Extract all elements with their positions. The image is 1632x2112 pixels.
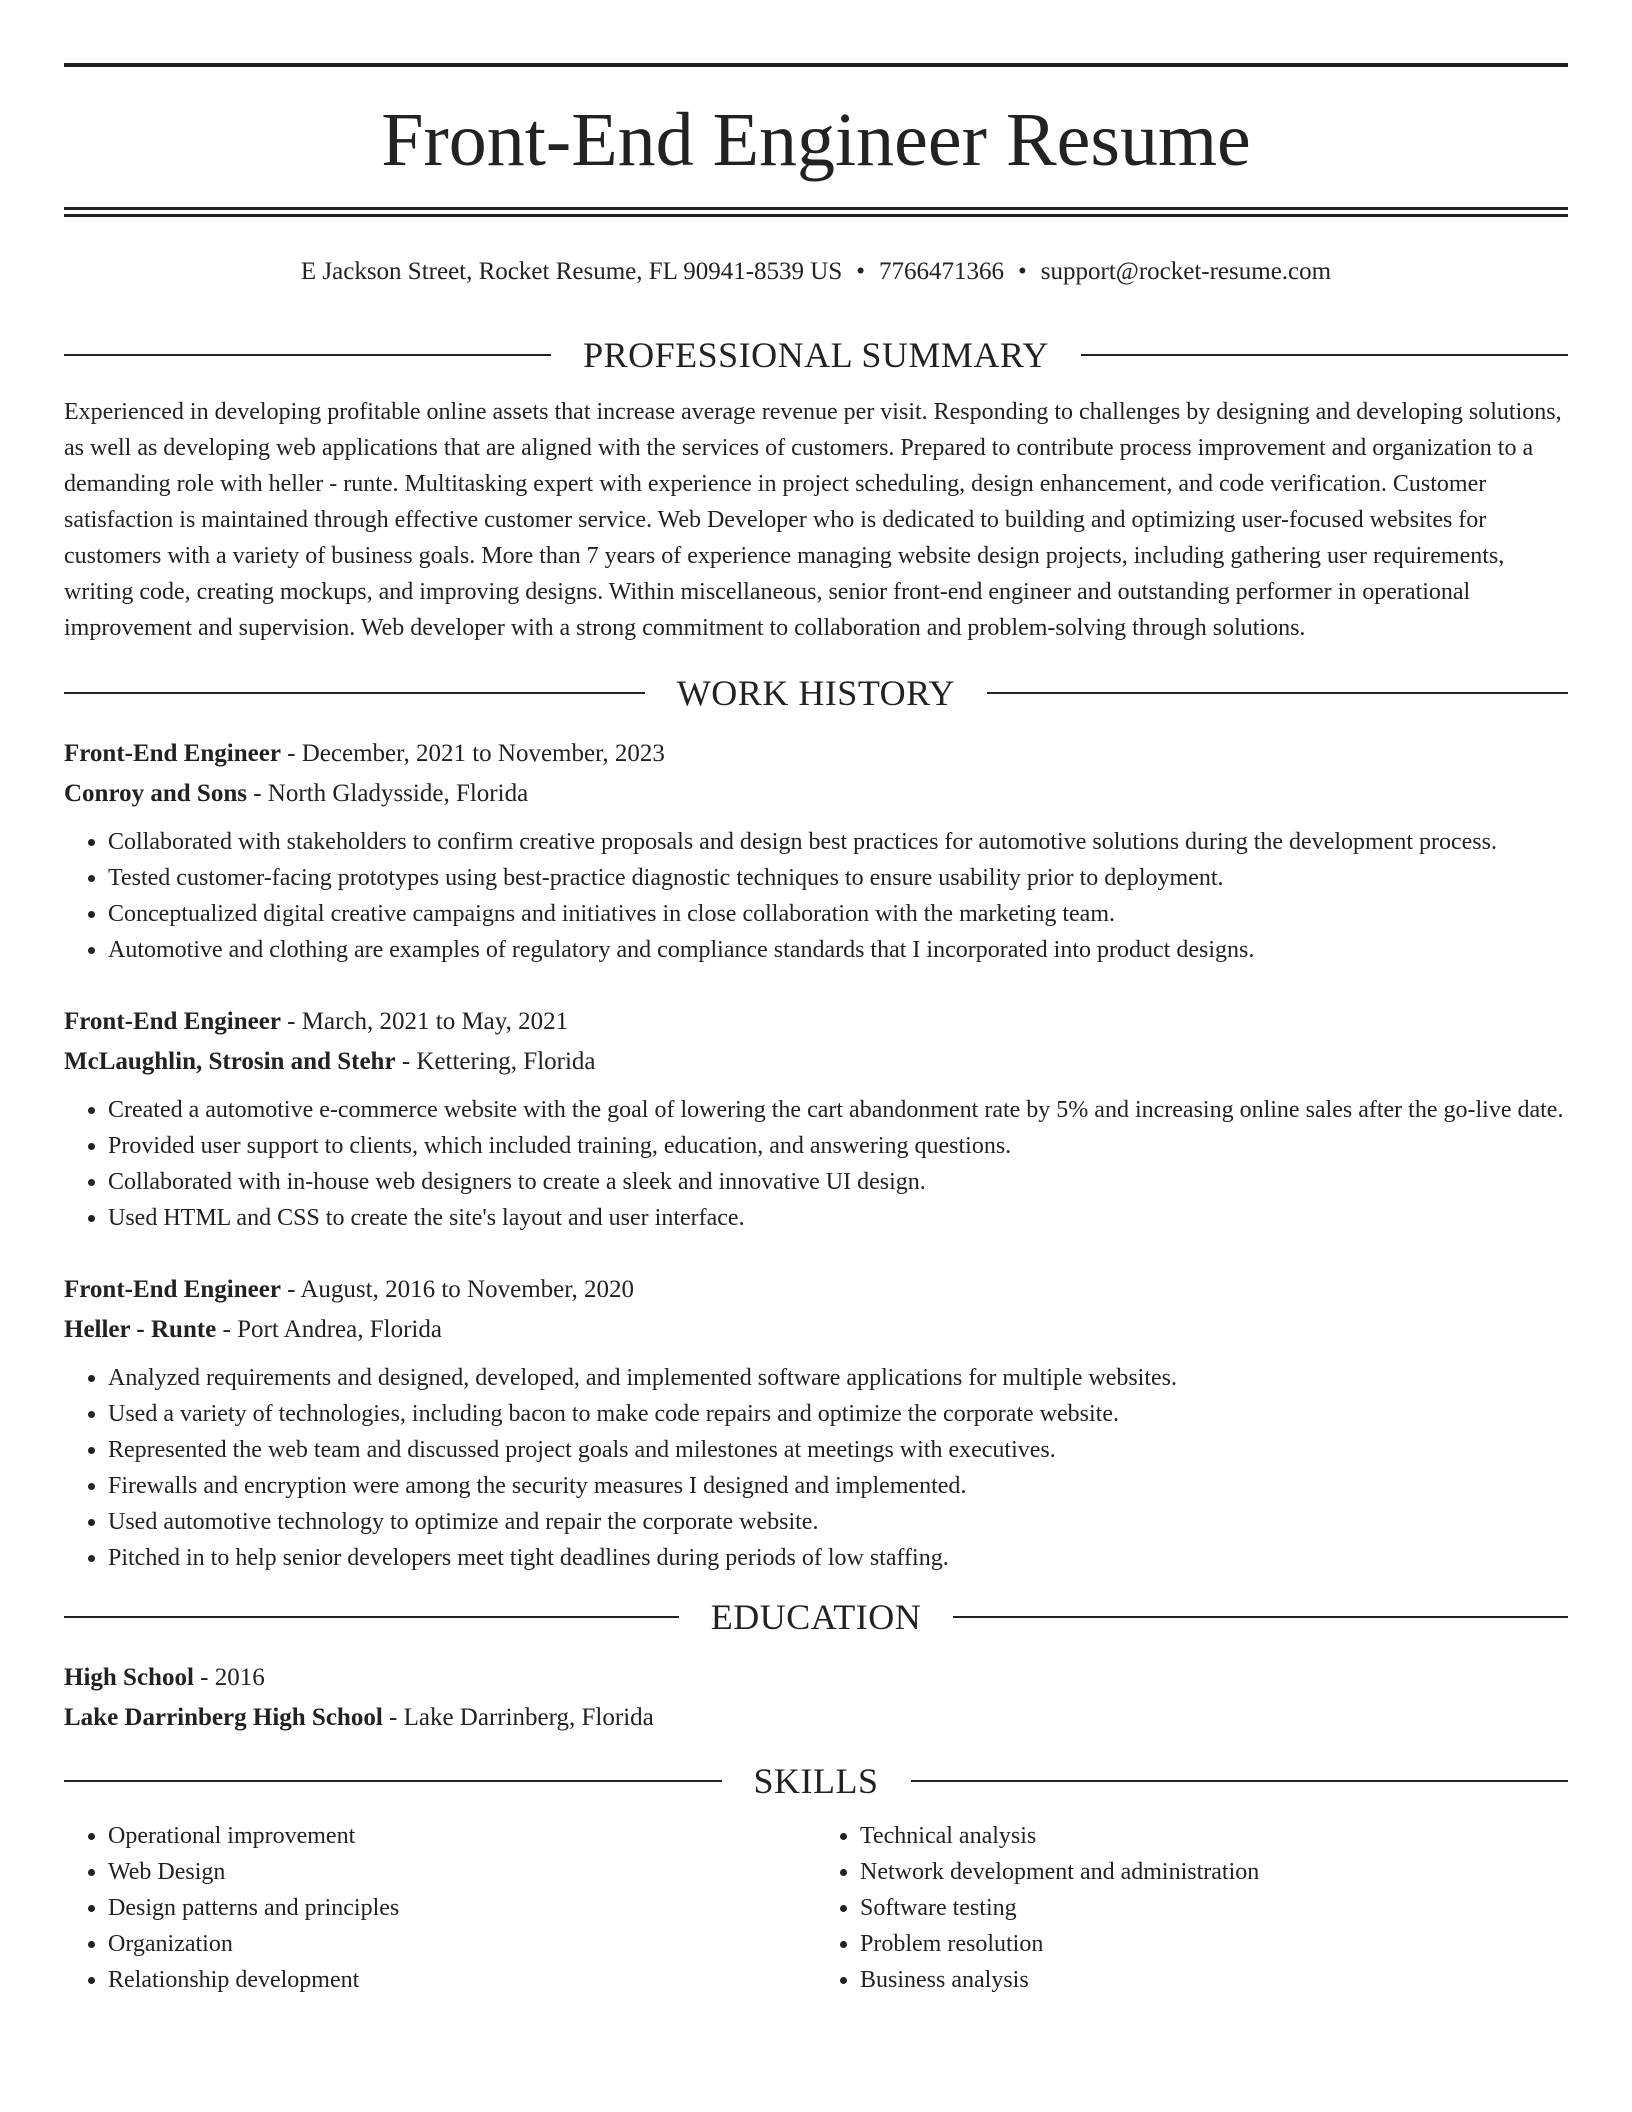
job-title-line [64,1270,1568,1310]
job-entry [64,734,1568,968]
job-title: Front-End Engineer [64,1008,281,1035]
list-item: • Tested customer-facing prototypes using best-practice diagnostic techniques to ensure usability prior to deployment. [108,860,1568,896]
list-item: • Used automotive technology to optimize and repair the corporate website. [108,1504,1568,1540]
job-company-line [64,1042,1568,1082]
section-title: SKILLS [753,1761,879,1801]
section-title: PROFESSIONAL SUMMARY [583,335,1049,375]
job-bullets [64,1092,1568,1236]
job-company: Heller - Runte [64,1316,217,1343]
job-title-line [64,1002,1568,1042]
skill-item: • Operational improvement [108,1818,816,1854]
list-item: • Used HTML and CSS to create the site's layout and user interface. [108,1200,1568,1236]
skill-item: • Software testing [860,1890,1568,1926]
list-item: • Analyzed requirements and designed, developed, and implemented software applications for multiple websites. [108,1360,1568,1396]
skills-list-right [816,1818,1568,1998]
list-item: • Collaborated with in-house web designers to create a sleek and innovative UI design. [108,1164,1568,1200]
job-bullets [64,824,1568,968]
list-item: • Automotive and clothing are examples of regulatory and compliance standards that I incorporated into product designs. [108,932,1568,968]
list-item: • Created a automotive e-commerce website with the goal of lowering the cart abandonment rate by 5% and increasing online sales after the go-live date. [108,1092,1568,1128]
list-item: • Represented the web team and discussed project goals and milestones at meetings with executives. [108,1432,1568,1468]
job-company: McLaughlin, Strosin and Stehr [64,1048,396,1075]
skill-item: • Organization [108,1926,816,1962]
education-school-line [64,1698,1568,1738]
summary-text: Experienced in developing profitable online assets that increase average revenue per visit. Responding to challenges by designing and developing solutions, as well as developing web applications that are aligned with the services of customers. Prepared to contribute process improvement and organization to a demanding role with heller - runte. Multitasking expert with experience in project scheduling, design enhancement, and code verification. Customer satisfaction is maintained through effective customer service. Web Developer who is dedicated to building and optimizing user-focused websites for customers with a variety of business goals. More than 7 years of experience managing website design projects, including gathering user requirements, writing code, creating mockups, and improving designs. Within miscellaneous, senior front-end engineer and outstanding performer in operational improvement and supervision. Web developer with a strong commitment to collaboration and problem-solving through solutions. [64,399,1562,641]
job-company-line [64,1310,1568,1350]
heading-rule [987,692,1568,694]
skills-columns [64,1818,1568,1998]
skills-list-left [64,1818,816,1998]
list-item: • Firewalls and encryption were among the security measures I designed and implemented. [108,1468,1568,1504]
list-item: • Pitched in to help senior developers meet tight deadlines during periods of low staffing. [108,1540,1568,1576]
job-title: Front-End Engineer [64,1276,281,1303]
job-dates: - December, 2021 to November, 2023 [280,740,665,767]
list-item: • Collaborated with stakeholders to confirm creative proposals and design best practices for automotive solutions during the development process. [108,824,1568,860]
education-entry [64,1658,1568,1738]
heading-rule [64,1616,679,1618]
contact-email[interactable]: support@rocket-resume.com [1040,258,1332,285]
education-location: - Lake Darrinberg, Florida [382,1704,654,1731]
skill-item: • Design patterns and principles [108,1890,816,1926]
resume-content [64,330,1568,1998]
job-dates: - March, 2021 to May, 2021 [280,1008,569,1035]
top-rule [64,63,1568,67]
skill-item: • Technical analysis [860,1818,1568,1854]
skill-item: • Problem resolution [860,1926,1568,1962]
section-title: EDUCATION [710,1597,922,1637]
job-location: - Port Andrea, Florida [216,1316,442,1343]
education-year: - 2016 [193,1664,265,1691]
job-location: - Kettering, Florida [395,1048,596,1075]
contact-line [64,254,1568,290]
list-item: • Provided user support to clients, which included training, education, and answering questions. [108,1128,1568,1164]
job-title: Front-End Engineer [64,740,281,767]
skill-item: • Relationship development [108,1962,816,1998]
page-title: Front-End Engineer Resume [381,98,1251,182]
section-heading-education [64,1592,1568,1642]
education-degree-line [64,1658,1568,1698]
job-entry [64,1002,1568,1236]
contact-separator: • [1018,258,1027,285]
skill-item: • Business analysis [860,1962,1568,1998]
contact-phone[interactable]: 7766471366 [879,258,1005,285]
job-company-line [64,774,1568,814]
list-item: • Used a variety of technologies, including bacon to make code repairs and optimize the corporate website. [108,1396,1568,1432]
skill-item: • Network development and administration [860,1854,1568,1890]
heading-rule [64,354,551,356]
heading-rule [64,1780,722,1782]
job-company: Conroy and Sons [64,780,247,807]
section-heading-skills [64,1756,1568,1806]
section-title: WORK HISTORY [676,673,956,713]
heading-rule [64,692,645,694]
heading-rule [953,1616,1568,1618]
skill-item: • Web Design [108,1854,816,1890]
job-dates: - August, 2016 to November, 2020 [280,1276,635,1303]
job-entry [64,1270,1568,1576]
section-heading-work [64,668,1568,718]
heading-rule [1081,354,1568,356]
job-bullets [64,1360,1568,1576]
heading-rule [911,1780,1569,1782]
contact-separator: • [856,258,866,285]
section-heading-summary [64,330,1568,380]
job-location: - North Gladysside, Florida [246,780,529,807]
education-degree: High School [64,1664,194,1691]
education-school: Lake Darrinberg High School [64,1704,383,1731]
title-double-rule [64,207,1568,217]
job-title-line [64,734,1568,774]
list-item: • Conceptualized digital creative campaigns and initiatives in close collaboration with the marketing team. [108,896,1568,932]
contact-address: E Jackson Street, Rocket Resume, FL 90941-8539 US [300,258,843,285]
